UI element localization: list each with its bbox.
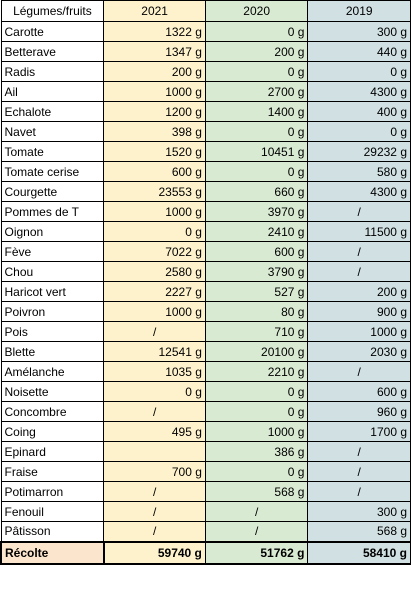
total-cell-2020[interactable]: 51762 g <box>205 542 308 564</box>
cell-2020[interactable]: 1400 g <box>205 102 308 122</box>
cell-2020[interactable]: 710 g <box>205 322 308 342</box>
table-row <box>1 442 411 462</box>
cell-2020[interactable]: 1000 g <box>205 422 308 442</box>
cell-2020[interactable]: 200 g <box>205 42 308 62</box>
cell-name[interactable]: Echalote <box>1 102 104 122</box>
cell-2019[interactable]: 960 g <box>308 402 411 422</box>
cell-2019[interactable]: 568 g <box>308 522 411 542</box>
cell-2021[interactable]: 1520 g <box>104 142 206 162</box>
cell-2021[interactable]: / <box>104 522 206 542</box>
cell-2021[interactable]: 700 g <box>104 462 206 482</box>
cell-2020[interactable]: 80 g <box>205 302 308 322</box>
cell-name[interactable]: Potimarron <box>1 482 104 502</box>
cell-name[interactable]: Oignon <box>1 222 104 242</box>
cell-2019[interactable]: 1000 g <box>308 322 411 342</box>
header-cell-2019[interactable]: 2019 <box>308 1 411 22</box>
table-footer <box>1 542 411 564</box>
cell-2020[interactable]: 10451 g <box>205 142 308 162</box>
cell-2021[interactable]: / <box>104 502 206 522</box>
cell-2019[interactable]: 4300 g <box>308 82 411 102</box>
total-cell-2019[interactable]: 58410 g <box>308 542 411 564</box>
cell-2019[interactable]: 0 g <box>308 62 411 82</box>
cell-2021[interactable]: 0 g <box>104 382 206 402</box>
cell-name[interactable]: Radis <box>1 62 104 82</box>
cell-name[interactable]: Coing <box>1 422 104 442</box>
cell-name[interactable]: Pois <box>1 322 104 342</box>
cell-2019[interactable]: / <box>308 462 411 482</box>
cell-name[interactable]: Fenouil <box>1 502 104 522</box>
cell-2020[interactable]: 600 g <box>205 242 308 262</box>
cell-name[interactable]: Courgette <box>1 182 104 202</box>
cell-2021[interactable]: 1000 g <box>104 82 206 102</box>
cell-2021[interactable]: 2227 g <box>104 282 206 302</box>
table-row <box>1 322 411 342</box>
cell-name[interactable]: Blette <box>1 342 104 362</box>
cell-2019[interactable]: 400 g <box>308 102 411 122</box>
cell-2019[interactable]: 1700 g <box>308 422 411 442</box>
cell-2020[interactable]: 2410 g <box>205 222 308 242</box>
cell-2020[interactable]: 2210 g <box>205 362 308 382</box>
cell-2019[interactable]: 29232 g <box>308 142 411 162</box>
cell-2019[interactable]: / <box>308 262 411 282</box>
header-cell-name[interactable]: Légumes/fruits <box>1 1 104 22</box>
cell-name[interactable]: Betterave <box>1 42 104 62</box>
cell-2020[interactable]: 0 g <box>205 62 308 82</box>
header-cell-2020[interactable]: 2020 <box>205 1 308 22</box>
table-row <box>1 282 411 302</box>
cell-2020[interactable]: 386 g <box>205 442 308 462</box>
cell-name[interactable]: Pâtisson <box>1 522 104 542</box>
cell-2020[interactable]: 0 g <box>205 462 308 482</box>
cell-2021[interactable]: 12541 g <box>104 342 206 362</box>
cell-2021[interactable]: / <box>104 482 206 502</box>
cell-name[interactable]: Chou <box>1 262 104 282</box>
cell-name[interactable]: Pommes de T <box>1 202 104 222</box>
cell-2019[interactable]: 4300 g <box>308 182 411 202</box>
cell-2021[interactable]: 1322 g <box>104 22 206 42</box>
table-header <box>1 1 411 22</box>
cell-2019[interactable]: 11500 g <box>308 222 411 242</box>
cell-name[interactable]: Amélanche <box>1 362 104 382</box>
cell-2019[interactable]: 300 g <box>308 502 411 522</box>
cell-2020[interactable]: 20100 g <box>205 342 308 362</box>
cell-name[interactable]: Fève <box>1 242 104 262</box>
table-row <box>1 122 411 142</box>
cell-2021[interactable]: / <box>104 402 206 422</box>
table-row <box>1 402 411 422</box>
table-row <box>1 242 411 262</box>
cell-2021[interactable]: 495 g <box>104 422 206 442</box>
cell-2020[interactable]: 527 g <box>205 282 308 302</box>
cell-2021[interactable]: 23553 g <box>104 182 206 202</box>
cell-name[interactable]: Tomate cerise <box>1 162 104 182</box>
cell-2020[interactable]: 660 g <box>205 182 308 202</box>
table-row <box>1 142 411 162</box>
cell-name[interactable]: Fraise <box>1 462 104 482</box>
total-label-cell[interactable]: Récolte <box>1 542 104 564</box>
table-row <box>1 222 411 242</box>
cell-2019[interactable]: 600 g <box>308 382 411 402</box>
cell-2019[interactable]: / <box>308 482 411 502</box>
table-row <box>1 502 411 522</box>
table-row <box>1 302 411 322</box>
cell-2021[interactable]: 0 g <box>104 222 206 242</box>
cell-2021[interactable]: 200 g <box>104 62 206 82</box>
table-row <box>1 62 411 82</box>
table-row <box>1 522 411 542</box>
cell-2020[interactable]: 3970 g <box>205 202 308 222</box>
table-row <box>1 202 411 222</box>
cell-2020[interactable]: 2700 g <box>205 82 308 102</box>
cell-2019[interactable]: / <box>308 442 411 462</box>
total-cell-2021[interactable]: 59740 g <box>104 542 206 564</box>
cell-2021[interactable]: 1347 g <box>104 42 206 62</box>
total-row <box>1 542 411 564</box>
cell-2020[interactable]: 0 g <box>205 162 308 182</box>
cell-2021[interactable]: 7022 g <box>104 242 206 262</box>
table-row <box>1 22 411 42</box>
cell-name[interactable]: Epinard <box>1 442 104 462</box>
table-row <box>1 342 411 362</box>
table-row <box>1 42 411 62</box>
cell-name[interactable]: Tomate <box>1 142 104 162</box>
cell-2021[interactable]: 1000 g <box>104 202 206 222</box>
cell-2020[interactable]: 568 g <box>205 482 308 502</box>
cell-2021[interactable]: 398 g <box>104 122 206 142</box>
cell-name[interactable]: Noisette <box>1 382 104 402</box>
cell-2021[interactable]: 1200 g <box>104 102 206 122</box>
cell-2020[interactable]: / <box>205 502 308 522</box>
cell-2021[interactable]: 600 g <box>104 162 206 182</box>
cell-2020[interactable]: 0 g <box>205 382 308 402</box>
cell-2021[interactable]: / <box>104 322 206 342</box>
cell-2019[interactable]: 580 g <box>308 162 411 182</box>
cell-2020[interactable]: 3790 g <box>205 262 308 282</box>
header-cell-2021[interactable]: 2021 <box>104 1 206 22</box>
cell-name[interactable]: Carotte <box>1 22 104 42</box>
cell-2019[interactable]: 2030 g <box>308 342 411 362</box>
cell-2019[interactable]: / <box>308 242 411 262</box>
table-row <box>1 82 411 102</box>
cell-2020[interactable]: 0 g <box>205 122 308 142</box>
cell-2019[interactable]: 900 g <box>308 302 411 322</box>
table-row <box>1 482 411 502</box>
cell-name[interactable]: Poivron <box>1 302 104 322</box>
cell-2021[interactable]: 2580 g <box>104 262 206 282</box>
cell-2019[interactable]: 300 g <box>308 22 411 42</box>
table-row <box>1 422 411 442</box>
table-row <box>1 102 411 122</box>
cell-2019[interactable]: 200 g <box>308 282 411 302</box>
cell-2019[interactable]: / <box>308 362 411 382</box>
cell-2020[interactable]: 0 g <box>205 22 308 42</box>
table-row <box>1 162 411 182</box>
cell-2019[interactable]: 440 g <box>308 42 411 62</box>
table-body <box>1 22 411 542</box>
cell-2020[interactable]: / <box>205 522 308 542</box>
table-row <box>1 382 411 402</box>
cell-name[interactable]: Navet <box>1 122 104 142</box>
cell-name[interactable]: Concombre <box>1 402 104 422</box>
cell-name[interactable]: Ail <box>1 82 104 102</box>
cell-2019[interactable]: / <box>308 202 411 222</box>
cell-2021[interactable]: 1035 g <box>104 362 206 382</box>
header-row <box>1 1 411 22</box>
cell-2021[interactable]: 1000 g <box>104 302 206 322</box>
cell-2021[interactable] <box>104 442 206 462</box>
table-row <box>1 362 411 382</box>
table-row <box>1 462 411 482</box>
table-row <box>1 262 411 282</box>
table-row <box>1 182 411 202</box>
cell-2020[interactable]: 0 g <box>205 402 308 422</box>
cell-2019[interactable]: 0 g <box>308 122 411 142</box>
cell-name[interactable]: Haricot vert <box>1 282 104 302</box>
